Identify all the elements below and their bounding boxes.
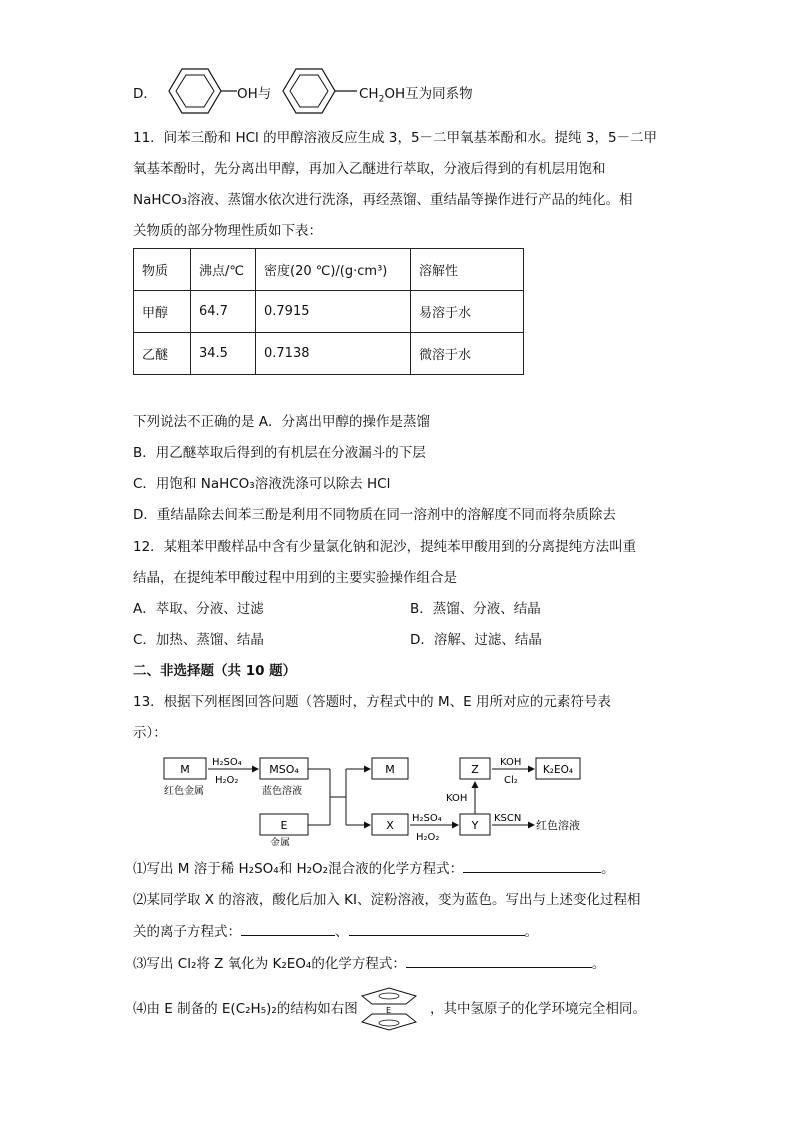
koh-up-text: KOH (446, 793, 468, 804)
header-cell: 密度(20 ℃)/(g·cm³) (256, 249, 411, 291)
part2-end: 。 (524, 924, 538, 940)
q13-part2-line1: ⑵某同学取 X 的溶液，酸化后加入 KI、淀粉溶液，变为蓝色。写出与上述变化过程相 (133, 892, 641, 908)
part3-end: 。 (591, 956, 606, 972)
part4-tail: ，其中氢原子的化学环境完全相同。 (430, 1001, 646, 1017)
q12-option-d: D．溶解、过滤、结晶 (410, 632, 542, 648)
section-heading: 二、非选择题（共 10 题） (133, 663, 297, 679)
part1-end: 。 (601, 861, 615, 877)
ch-part: CH (359, 86, 379, 102)
red-solution-text: 红色溶液 (536, 819, 580, 832)
part3-text: ⑶写出 Cl₂将 Z 氧化为 K₂EO₄的化学方程式： (133, 956, 406, 972)
q13-part1 (133, 858, 615, 879)
k2eo4-text: K₂EO₄ (542, 764, 574, 776)
q11-line1: 11．间苯三酚和 HCl 的甲醇溶液反应生成 3，5－二甲氧基苯酚和水。提纯 3，5－二甲 (133, 130, 658, 146)
option-d-structures (133, 64, 593, 118)
part1-text: ⑴写出 M 溶于稀 H₂SO₄和 H₂O₂混合液的化学方程式： (133, 861, 464, 877)
q12-line1: 12．某粗苯甲酸样品中含有少量氯化钠和泥沙，提纯苯甲酸用到的分离提纯方法叫重 (133, 539, 637, 555)
table-cell: 0.7915 (256, 291, 411, 333)
part2-text: 关的离子方程式： (133, 924, 241, 940)
q11-stem: 下列说法不正确的是 A．分离出甲醇的操作是蒸馏 (133, 414, 431, 430)
q11-line4: 关物质的部分物理性质如下表： (133, 223, 322, 239)
table-cell: 乙醚 (134, 333, 191, 375)
reaction-flow-diagram (160, 754, 600, 846)
table-cell: 易溶于水 (411, 291, 524, 333)
q12-option-c: C．加热、蒸馏、结晶 (133, 632, 264, 648)
ferrocene-structure (348, 984, 430, 1032)
joiner-text: 与 (257, 86, 272, 102)
table-row (134, 333, 524, 375)
reagent3-top: KOH (500, 757, 522, 768)
header-cell: 溶解性 (411, 249, 524, 291)
y-text: Y (471, 819, 479, 832)
q11-line2: 氧基苯酚时，先分离出甲醇，再加入乙醚进行萃取，分液后得到的有机层用饱和 (133, 161, 606, 177)
m2-text: M (385, 763, 395, 776)
kscn-text: KSCN (494, 813, 522, 824)
reagent2-bot: H₂O₂ (416, 832, 440, 843)
m-text: M (180, 763, 190, 776)
q11-line3: NaHCO₃溶液、蒸馏水依次进行洗涤，再经蒸馏、重结晶等操作进行产品的纯化。相 (133, 192, 633, 208)
q13-line2: 示）： (133, 725, 167, 741)
tail-text: 互为同系物 (405, 86, 473, 102)
reagent1-top: H₂SO₄ (212, 757, 242, 768)
table-cell: 甲醇 (134, 291, 191, 333)
sub-2: 2 (378, 94, 385, 105)
table-cell: 0.7138 (256, 333, 411, 375)
oh-part: OH (384, 86, 406, 102)
table-row (134, 291, 524, 333)
e-center-text: E (386, 1006, 392, 1015)
answer-blank-1[interactable] (463, 858, 601, 873)
answer-blank-2b[interactable] (349, 921, 525, 936)
q12-line2: 结晶，在提纯苯甲酸过程中用到的主要实验操作组合是 (133, 570, 457, 586)
q11-option-d: D．重结晶除去间苯三酚是利用不同物质在同一溶剂中的溶解度不同而将杂质除去 (133, 507, 616, 523)
table-header-row (134, 249, 524, 291)
part2-sep: 、 (335, 924, 349, 940)
option-letter: D． (133, 86, 157, 102)
answer-blank-3[interactable] (406, 953, 592, 968)
q11-option-c: C．用饱和 NaHCO₃溶液洗涤可以除去 HCl (133, 476, 391, 492)
table-cell: 微溶于水 (411, 333, 524, 375)
m-label: 红色金属 (164, 786, 204, 797)
e-text: E (280, 819, 288, 832)
table-cell: 64.7 (191, 291, 256, 333)
header-cell: 物质 (134, 249, 191, 291)
q11-option-b: B．用乙醚萃取后得到的有机层在分液漏斗的下层 (133, 445, 426, 461)
part4-text: ⑷由 E 制备的 E(C₂H₅)₂的结构如右图 (133, 1001, 358, 1017)
mso4-text: MSO₄ (269, 763, 299, 776)
z-text: Z (471, 763, 479, 776)
answer-blank-2a[interactable] (241, 921, 335, 936)
header-cell: 沸点/℃ (191, 249, 256, 291)
table-cell: 34.5 (191, 333, 256, 375)
q12-option-b: B．蒸馏、分液、结晶 (410, 601, 541, 617)
mso4-label: 蓝色溶液 (262, 786, 302, 797)
q13-part2-line2 (133, 921, 538, 942)
ch2oh-text (359, 82, 473, 105)
x-text: X (386, 819, 394, 832)
q13-line1: 13．根据下列框图回答问题（答题时，方程式中的 M、E 用所对应的元素符号表 (133, 694, 611, 710)
q13-part3 (133, 953, 605, 974)
reagent1-bot: H₂O₂ (215, 775, 239, 786)
e-label: 金属 (270, 838, 290, 846)
phenol-oh (237, 82, 271, 102)
properties-table (133, 248, 524, 375)
q12-option-a: A．萃取、分液、过滤 (133, 601, 264, 617)
oh-text: OH (237, 86, 258, 102)
q13-part4 (133, 999, 358, 1019)
reagent2-top: H₂SO₄ (412, 813, 442, 824)
reagent3-bot: Cl₂ (504, 775, 518, 786)
